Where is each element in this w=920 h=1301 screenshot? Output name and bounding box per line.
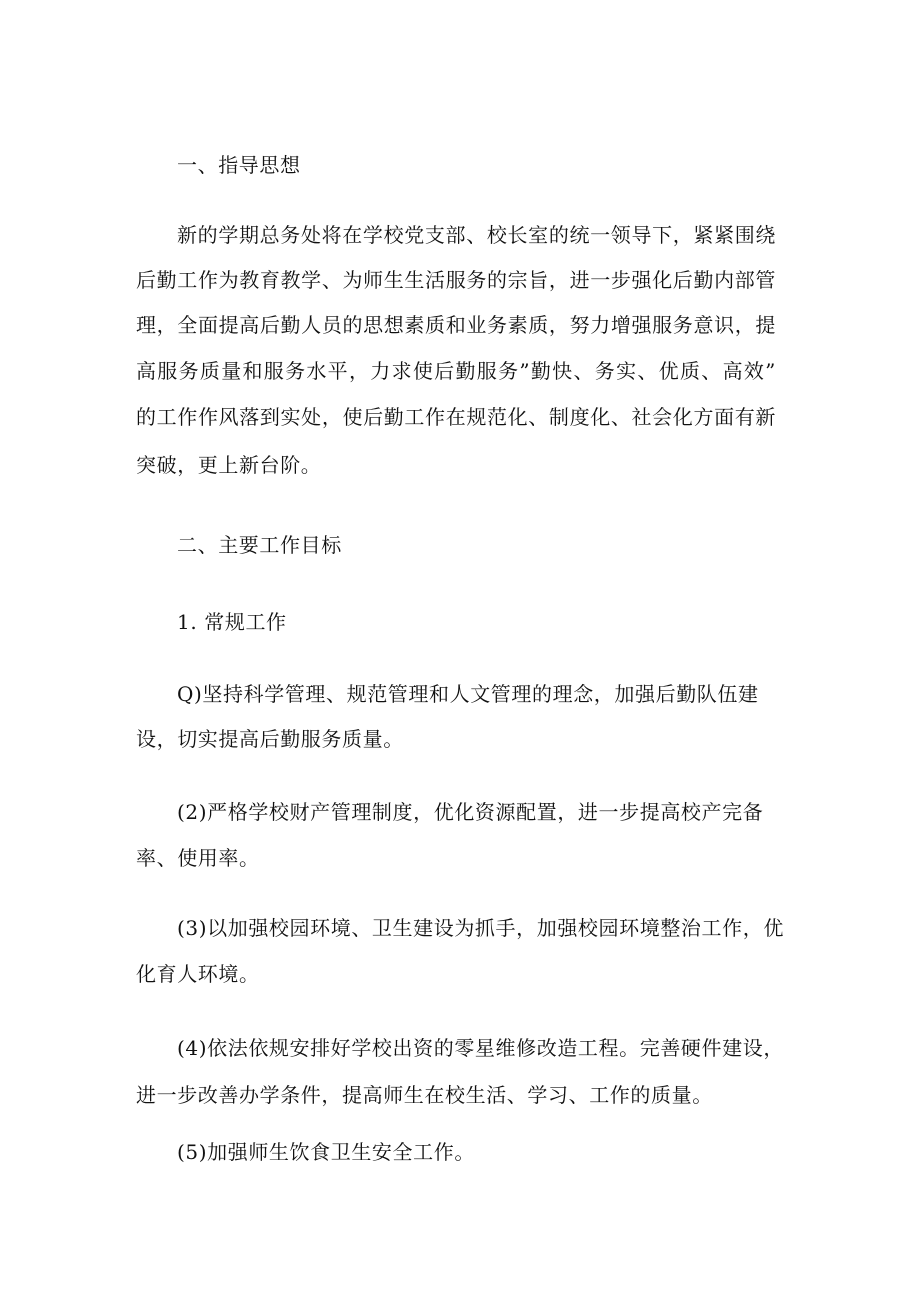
list-item-line: Q)坚持科学管理、规范管理和人文管理的理念，加强后勤队伍建 <box>177 682 759 706</box>
section-heading-main-goals: 二、主要工作目标 <box>177 533 342 557</box>
paragraph-line: 后勤工作为教育教学、为师生生活服务的宗旨，进一步强化后勤内部管 <box>136 268 776 292</box>
list-item-line: 率、使用率。 <box>136 846 260 870</box>
paragraph-line: 的工作作风落到实处，使后勤工作在规范化、制度化、社会化方面有新 <box>136 405 776 429</box>
paragraph-line: 高服务质量和服务水平，力求使后勤服务”勤快、务实、优质、高效” <box>136 359 776 383</box>
list-item-line: (5)加强师生饮食卫生安全工作。 <box>177 1140 475 1164</box>
list-item-line: 设，切实提高后勤服务质量。 <box>136 727 404 751</box>
section-heading-guiding-ideology: 一、指导思想 <box>177 153 301 177</box>
paragraph-line: 新的学期总务处将在学校党支部、校长室的统一领导下，紧紧围绕 <box>177 223 776 247</box>
list-item-line: (2)严格学校财产管理制度，优化资源配置，进一步提高校产完备 <box>177 800 764 824</box>
list-item-line: (4)依法依规安排好学校出资的零星维修改造工程。完善硬件建设， <box>177 1036 784 1060</box>
paragraph-line: 突破，更上新台阶。 <box>136 453 322 477</box>
list-item-line: (3)以加强校园环境、卫生建设为抓手，加强校园环境整治工作，优 <box>177 916 784 940</box>
subheading-routine-work: 1. 常规工作 <box>177 610 287 634</box>
paragraph-line: 理，全面提高后勤人员的思想素质和业务素质，努力增强服务意识，提 <box>136 313 776 337</box>
list-item-line: 化育人环境。 <box>136 962 260 986</box>
list-item-line: 进一步改善办学条件，提高师生在校生活、学习、工作的质量。 <box>136 1083 713 1107</box>
